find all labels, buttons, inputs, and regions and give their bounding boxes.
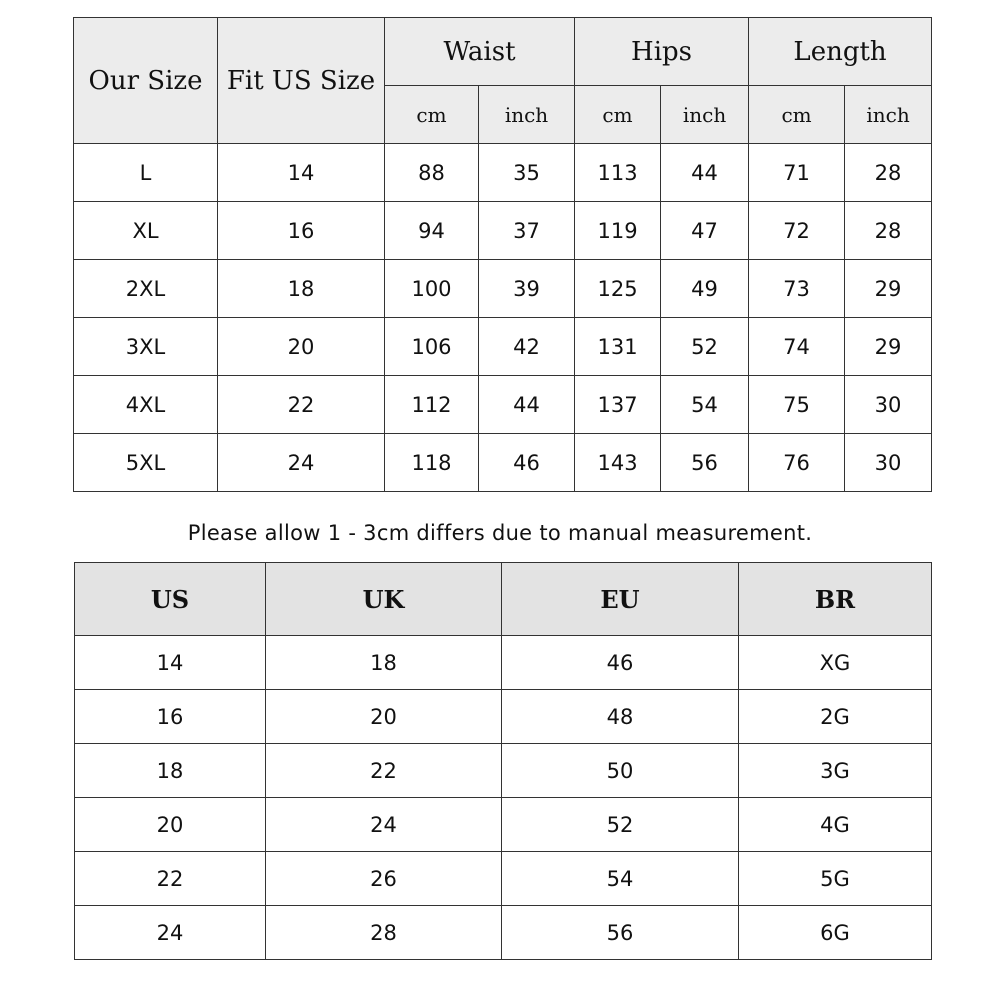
conversion-cell: 28 bbox=[266, 906, 502, 960]
header-waist: Waist bbox=[385, 18, 575, 86]
header-hips: Hips bbox=[575, 18, 749, 86]
size-row bbox=[74, 376, 932, 434]
conversion-cell: 2G bbox=[739, 690, 932, 744]
size-row bbox=[74, 144, 932, 202]
size-cell: 76 bbox=[749, 434, 845, 492]
conversion-cell: 22 bbox=[266, 744, 502, 798]
size-cell: 118 bbox=[385, 434, 479, 492]
size-cell: 42 bbox=[479, 318, 575, 376]
header-fit-us-size: Fit US Size bbox=[218, 18, 385, 144]
size-conversion-table bbox=[74, 562, 932, 960]
unit-waist-cm: cm bbox=[385, 86, 479, 144]
header-eu: EU bbox=[502, 563, 739, 636]
header-uk: UK bbox=[266, 563, 502, 636]
size-cell: 18 bbox=[218, 260, 385, 318]
conversion-cell: 3G bbox=[739, 744, 932, 798]
size-cell: 30 bbox=[845, 376, 932, 434]
size-cell: 137 bbox=[575, 376, 661, 434]
conversion-cell: 14 bbox=[75, 636, 266, 690]
size-row bbox=[74, 260, 932, 318]
conversion-cell: XG bbox=[739, 636, 932, 690]
size-cell: 74 bbox=[749, 318, 845, 376]
conversion-cell: 6G bbox=[739, 906, 932, 960]
size-cell: 119 bbox=[575, 202, 661, 260]
size-cell: 28 bbox=[845, 202, 932, 260]
size-cell: 44 bbox=[479, 376, 575, 434]
conversion-cell: 20 bbox=[75, 798, 266, 852]
unit-waist-inch: inch bbox=[479, 86, 575, 144]
size-row bbox=[74, 202, 932, 260]
header-length: Length bbox=[749, 18, 932, 86]
conversion-cell: 16 bbox=[75, 690, 266, 744]
conversion-row bbox=[75, 852, 932, 906]
conversion-cell: 24 bbox=[75, 906, 266, 960]
size-chart-table bbox=[73, 17, 932, 492]
size-cell: 49 bbox=[661, 260, 749, 318]
size-cell: 29 bbox=[845, 260, 932, 318]
size-cell: 3XL bbox=[74, 318, 218, 376]
conversion-cell: 52 bbox=[502, 798, 739, 852]
conversion-cell: 50 bbox=[502, 744, 739, 798]
size-cell: 75 bbox=[749, 376, 845, 434]
size-table-body bbox=[74, 144, 932, 492]
conversion-cell: 26 bbox=[266, 852, 502, 906]
size-cell: 54 bbox=[661, 376, 749, 434]
size-cell: 56 bbox=[661, 434, 749, 492]
conversion-row bbox=[75, 690, 932, 744]
size-row bbox=[74, 434, 932, 492]
measurement-note: Please allow 1 - 3cm differs due to manual measurement. bbox=[187, 521, 813, 545]
size-cell: 46 bbox=[479, 434, 575, 492]
conversion-cell: 54 bbox=[502, 852, 739, 906]
size-cell: 71 bbox=[749, 144, 845, 202]
size-cell: 35 bbox=[479, 144, 575, 202]
size-cell: 112 bbox=[385, 376, 479, 434]
size-cell: 39 bbox=[479, 260, 575, 318]
unit-hips-cm: cm bbox=[575, 86, 661, 144]
size-cell: 72 bbox=[749, 202, 845, 260]
size-cell: 24 bbox=[218, 434, 385, 492]
size-cell: 131 bbox=[575, 318, 661, 376]
header-br: BR bbox=[739, 563, 932, 636]
header-us: US bbox=[75, 563, 266, 636]
size-cell: 100 bbox=[385, 260, 479, 318]
unit-hips-inch: inch bbox=[661, 86, 749, 144]
size-cell: L bbox=[74, 144, 218, 202]
conversion-row bbox=[75, 798, 932, 852]
size-row bbox=[74, 318, 932, 376]
size-cell: 22 bbox=[218, 376, 385, 434]
size-cell: 106 bbox=[385, 318, 479, 376]
size-cell: 20 bbox=[218, 318, 385, 376]
size-cell: XL bbox=[74, 202, 218, 260]
size-cell: 5XL bbox=[74, 434, 218, 492]
conversion-cell: 4G bbox=[739, 798, 932, 852]
size-cell: 113 bbox=[575, 144, 661, 202]
conversion-cell: 5G bbox=[739, 852, 932, 906]
unit-length-cm: cm bbox=[749, 86, 845, 144]
unit-length-inch: inch bbox=[845, 86, 932, 144]
conversion-row bbox=[75, 636, 932, 690]
size-cell: 44 bbox=[661, 144, 749, 202]
size-cell: 73 bbox=[749, 260, 845, 318]
conversion-cell: 24 bbox=[266, 798, 502, 852]
size-cell: 52 bbox=[661, 318, 749, 376]
size-cell: 47 bbox=[661, 202, 749, 260]
size-cell: 14 bbox=[218, 144, 385, 202]
conversion-cell: 56 bbox=[502, 906, 739, 960]
size-cell: 4XL bbox=[74, 376, 218, 434]
conversion-cell: 18 bbox=[75, 744, 266, 798]
size-cell: 37 bbox=[479, 202, 575, 260]
conversion-cell: 22 bbox=[75, 852, 266, 906]
conversion-row bbox=[75, 744, 932, 798]
conversion-cell: 20 bbox=[266, 690, 502, 744]
size-cell: 125 bbox=[575, 260, 661, 318]
conversion-table-body bbox=[75, 636, 932, 960]
size-cell: 16 bbox=[218, 202, 385, 260]
size-cell: 29 bbox=[845, 318, 932, 376]
conversion-cell: 48 bbox=[502, 690, 739, 744]
header-our-size: Our Size bbox=[74, 18, 218, 144]
size-cell: 94 bbox=[385, 202, 479, 260]
conversion-cell: 46 bbox=[502, 636, 739, 690]
size-cell: 30 bbox=[845, 434, 932, 492]
size-cell: 143 bbox=[575, 434, 661, 492]
size-cell: 88 bbox=[385, 144, 479, 202]
conversion-cell: 18 bbox=[266, 636, 502, 690]
size-cell: 2XL bbox=[74, 260, 218, 318]
size-cell: 28 bbox=[845, 144, 932, 202]
conversion-row bbox=[75, 906, 932, 960]
